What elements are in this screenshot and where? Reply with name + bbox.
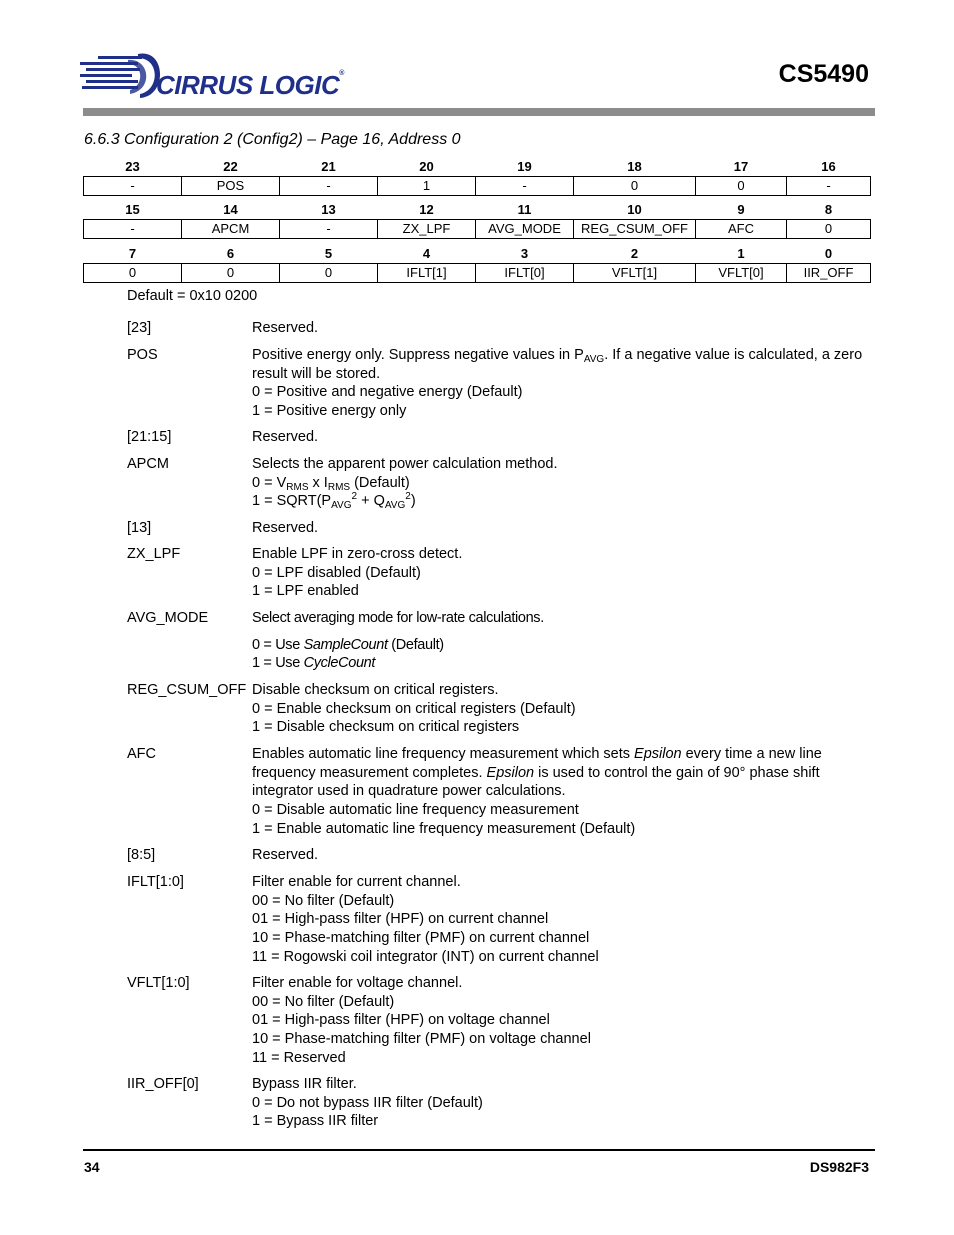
bit-value-row: - POS - 1 - 0 0 - [84, 176, 871, 195]
field-option: $1 = SQRT(P_{AVG}^2 + Q_{AVG}^2)$ [252, 491, 416, 512]
page-number: 34 [84, 1159, 100, 1175]
field-option: $0 = V_{RMS}$ x $I_{RMS}$ (Default) [252, 474, 410, 493]
field-description: Bypass IIR filter. [252, 1076, 357, 1092]
bit-number-row: 23 22 21 20 19 18 17 16 [125, 159, 836, 175]
field-option: 0 = Use SampleCount (Default) [252, 636, 444, 653]
field-name: AFC [127, 746, 156, 762]
field-name: ZX_LPF [127, 546, 181, 562]
field-description: Selects the apparent power calculation method. [252, 456, 558, 472]
field-description: Filter enable for voltage channel. [252, 975, 463, 991]
field-name: IFLT[1:0] [127, 874, 184, 890]
register-bit-table-7-0 [83, 245, 871, 283]
field-option: 0 = Do not bypass IIR filter (Default) [252, 1094, 483, 1111]
field-option: 10 = Phase-matching filter (PMF) on current channel [252, 930, 590, 947]
field-option: 1 = Bypass IIR filter [252, 1113, 379, 1130]
footer-divider [83, 1149, 875, 1151]
field-description: Reserved. [252, 429, 319, 445]
field-description: Select averaging mode for low-rate calculations. [252, 610, 544, 626]
field-option: 00 = No filter (Default) [252, 892, 395, 909]
field-option: 1 = Disable checksum on critical registers [252, 719, 520, 736]
field-name: [21:15] [127, 429, 172, 445]
part-number: CS5490 [778, 60, 869, 88]
field-description: Filter enable for current channel. [252, 874, 461, 890]
field-option: 1 = LPF enabled [252, 583, 359, 600]
field-option: 00 = No filter (Default) [252, 993, 395, 1010]
field-name: [23] [127, 320, 152, 336]
field-description: Positive energy only. Suppress negative values in $P_{AVG}$. If a negative value is calculated, a zero result will be stored. [252, 347, 863, 382]
bit-value-row: 0 0 0 IFLT[1] IFLT[0] VFLT[1] VFLT[0] IIR_OFF [84, 263, 871, 282]
field-option: 0 = Enable checksum on critical registers (Default) [252, 700, 576, 717]
field-description: Reserved. [252, 320, 319, 336]
field-option: 10 = Phase-matching filter (PMF) on voltage channel [252, 1031, 591, 1048]
field-description: Reserved. [252, 520, 319, 536]
field-name: AVG_MODE [127, 610, 209, 626]
field-name: [13] [127, 520, 152, 536]
bit-value-row: - APCM - ZX_LPF AVG_MODE REG_CSUM_OFF AFC 0 [84, 219, 871, 238]
brand-name: CIRRUS LOGIC® [156, 70, 344, 100]
field-description: Disable checksum on critical registers. [252, 682, 499, 698]
field-option: 1 = Enable automatic line frequency measurement (Default) [252, 820, 636, 837]
document-id: DS982F3 [809, 1159, 869, 1175]
register-bit-table-15-8 [83, 201, 871, 239]
field-name: APCM [127, 456, 169, 472]
field-option: 0 = Positive and negative energy (Default) [252, 384, 523, 401]
field-option: 0 = LPF disabled (Default) [252, 564, 421, 581]
bit-number-row: 15 14 13 12 11 10 9 8 [125, 202, 833, 218]
field-option: 0 = Disable automatic line frequency measurement [252, 802, 579, 819]
header-divider [83, 108, 875, 116]
field-option: 01 = High-pass filter (HPF) on voltage channel [252, 1012, 550, 1029]
field-name: [8:5] [127, 847, 156, 863]
field-description: Reserved. [252, 847, 319, 863]
field-description: Enable LPF in zero-cross detect. [252, 546, 463, 562]
field-option: 01 = High-pass filter (HPF) on current channel [252, 911, 549, 928]
field-name: IIR_OFF[0] [127, 1076, 199, 1092]
section-title: 6.6.3 Configuration 2 (Config2) – Page 16, Address 0 [84, 131, 461, 148]
field-name: VFLT[1:0] [127, 975, 190, 991]
field-description: Enables automatic line frequency measurement which sets Epsilon every time a new line frequency measurement completes. Epsilon is used to control the gain of 90° phase shift integrator used in quadrature power calculations. [252, 746, 822, 800]
register-bit-table-23-16 [83, 158, 871, 196]
field-option: 11 = Rogowski coil integrator (INT) on current channel [252, 948, 599, 965]
field-option: 11 = Reserved [252, 1049, 346, 1066]
field-option: 1 = Use CycleCount [252, 655, 376, 672]
bit-number-row: 7 6 5 4 3 2 1 0 [128, 246, 833, 262]
field-name: POS [127, 347, 158, 363]
default-value: Default = 0x10 0200 [127, 288, 258, 304]
field-option: 1 = Positive energy only [252, 403, 407, 420]
field-name: REG_CSUM_OFF [127, 682, 247, 698]
